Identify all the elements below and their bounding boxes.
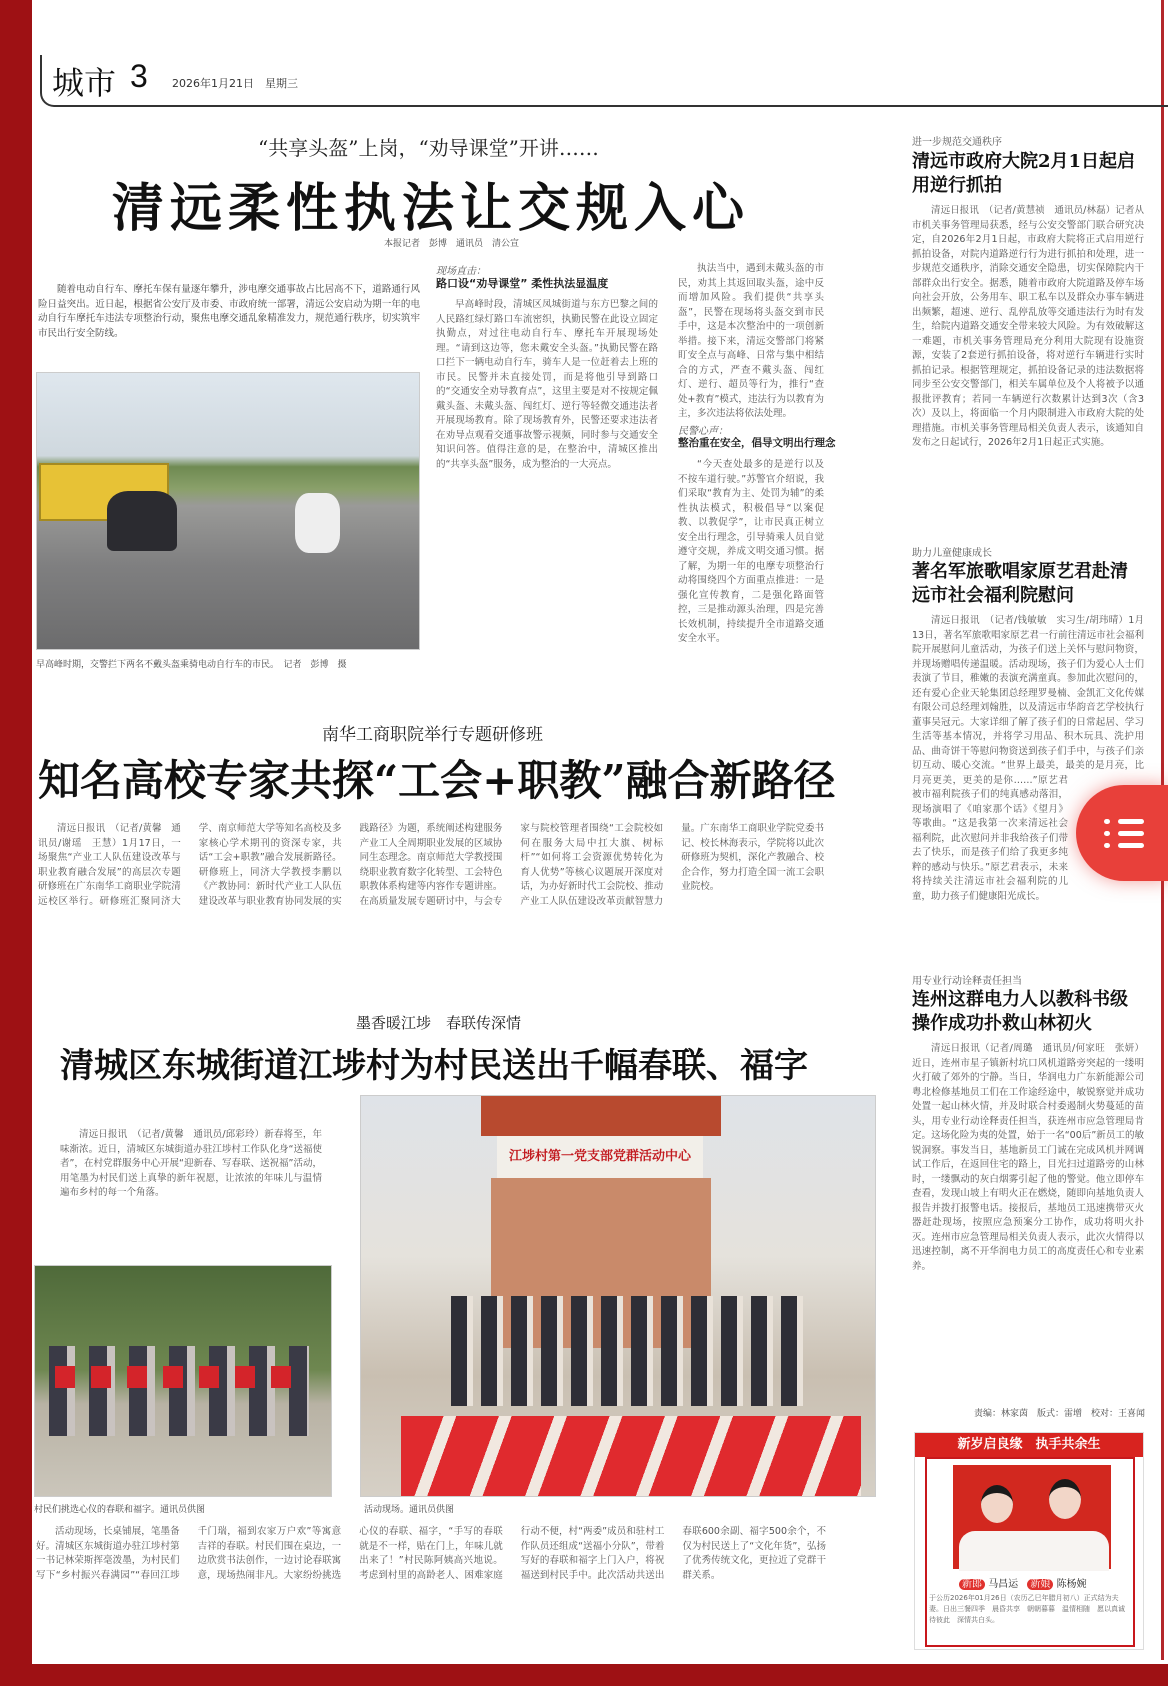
article1-headline[interactable]: 清远柔性执法让交规入心	[112, 178, 751, 239]
couplets-shape	[401, 1416, 861, 1496]
wedding-notice	[914, 1432, 1144, 1650]
article1-photo	[36, 372, 420, 650]
article3-kicker: 墨香暖江埗 春联传深情	[356, 1014, 522, 1032]
bride-name: 陈杨婉	[1056, 1579, 1087, 1590]
article1-byline: 本报记者 彭博 通讯员 清公宣	[384, 239, 520, 249]
article3-photo-event	[360, 1095, 876, 1497]
party-center-banner: 江埗村第一党支部党群活动中心	[497, 1136, 703, 1178]
article1-column3a: 执法当中，遇到未戴头盔的市民，劝其上其返回取头盔，途中反而增加风险。我们提供“共享头盔”，民警在现场将头盔交到市民手中，这是本次整治中的一项创新举措。接下来，清远交警部门将紧盯安全点与高峰、日常与集中相结合的方式，严查不戴头盔、闯红灯、逆行、超员等行为，推行“查处+教育”模式，违法行为以教育为主，多次违法将依法处理。	[678, 263, 824, 419]
couple-photo	[953, 1465, 1111, 1569]
villagers-shape	[49, 1346, 309, 1436]
wedding-text: 于公历2026年01月26日（农历乙巳年腊月初八）正式结为夫妻。日出三餐四季 晨昏共享 朝朝暮暮 温情相随 愿以真诚待彼此 深情共白头。	[929, 1594, 1125, 1624]
right-article2-headline[interactable]: 著名军旅歌唱家原艺君赴清远市社会福利院慰问	[912, 561, 1128, 606]
section1-title: 路口设“劝导课堂” 柔性执法显温度	[436, 277, 609, 290]
editor-credits: 责编：林家茵 版式：雷增 校对：王喜闻	[974, 1409, 1146, 1419]
right-article3-headline[interactable]: 连州这群电力人以教科书级操作成功扑救山林初火	[912, 989, 1128, 1034]
people-shape	[451, 1296, 811, 1406]
article1-lead: 随着电动自行车、摩托车保有量逐年攀升，涉电摩交通事故占比居高不下，道路通行风险日益突出。近日起，根据省公安厅及市委、市政府统一部署，清远公安启动为期一年的电动自行车摩托车违法专项整治行动，聚焦电摩交通乱象精准发力，规范通行秩序，切实筑牢市民出行安全防线。	[38, 284, 420, 339]
article2-headline[interactable]: 知名高校专家共探“工会+职教”融合新路径	[38, 756, 836, 805]
right-article2-kicker: 助力儿童健康成长	[912, 548, 992, 559]
right-article1-kicker: 进一步规范交通秩序	[912, 137, 1002, 148]
article2-body: 清远日报讯 （记者/黄馨 通讯员/谢瑶 王慧）1月17日，一场聚焦“产业工人队伍建设改革与职业教育融合发展”的高层次专题研修班在广东南华工商职业学院清远校区举行。研修班汇聚同济大学、南京师范大学等知名高校及多家核心学术期刊的资深专家，共话“工会+职教”融合发展新路径。研修班上，同济大学教授李鹏以《产教协同：新时代产业工人队伍建设改革与职业教育协同发展的实践路径》为题，系统阐述构建服务产业工人全周期职业发展的区域协同生态理念。南京师范大学教授围绕职业教育数字化转型、工会特色职教体系构建等内容作专题讲座。在高质量发展专题研讨中，与会专家与院校管理者围绕“工会院校如何在服务大局中扛大旗、树标杆”“如何将工会资源优势转化为育人优势”等核心议题展开深度对话，为办好新时代工会院校、推动产业工人队伍建设改革贡献智慧力量。广东南华工商职业学院党委书记、校长林海表示，学院将以此次研修班为契机，深化产教融合、校企合作，努力打造全国一流工会职业院校。	[38, 823, 824, 907]
groom-tag: 新郎	[959, 1579, 985, 1590]
right-article2-body: 清远日报讯 （记者/钱敏敏 实习生/胡玮晴）1月13日，著名军旅歌唱家原艺君一行前往清远市社会福利院开展慰问儿童活动，为孩子们送上关怀与慰问物资，并现场赠唱传递温暖。活动现场，孩子们为爱心人士们表演了节目，稚嫩的表演充满童真。参加此次慰问的，还有爱心企业天轮集团总经理罗曼楠、金凯汇文化传媒有限公司总经理刘翰胜，以及清远市华韵音艺学校执行董事吴冠元。大家详细了解了孩子们的日常起居、学习生活等基本情况，并将学习用品、积木玩具、洗护用品、曲奇饼干等慰问物资送到孩子们手中，与孩子们亲切互动、暖心交流。“世界上最美，最美的是月亮，比月亮更美，更美的是你……”原艺君被市福利院孩子们的纯真感动落泪，现场演唱了《咱家那个话》《望月》等歌曲。“这是我第一次来清远社会福利院，此次慰问并非我给孩子们带去了快乐，而是孩子们给了我更多纯粹的感动与快乐。”原艺君表示，未来将持续关注清远市社会福利院的儿童，助力孩子们健康阳光成长。	[912, 615, 1144, 902]
article1-column3b: “今天查处最多的是逆行以及不按车道行驶。”苏警官介绍说，我们采取“教育为主、处罚为辅”的柔性执法模式，积极倡导“以案促教、以教促学”，让市民真正树立安全出行理念，引导骑乘人员自觉遵守交规，养成文明交通习惯。据了解，为期一年的电摩专项整治行动将围绕四个方面重点推进：一是强化宣传教育，二是强化路面管控，三是推动源头治理，四是完善长效机制，持续提升全市道路交通安全水平。	[678, 459, 824, 644]
bride-tag: 新娘	[1027, 1579, 1053, 1590]
section-name: 城市	[52, 65, 117, 101]
article1-photo-caption: 早高峰时期，交警拦下两名不戴头盔乘骑电动自行车的市民。 记者 彭博 摄	[36, 660, 347, 670]
article3-lead: 清远日报讯 （记者/黄馨 通讯员/邱彩玲）新春将至，年味渐浓。近日，清城区东城街道办驻江埗村工作队化身“送福使者”，在村党群服务中心开展“迎新春、写春联、送祝福”活动，用笔墨为村民们送上真挚的新年祝愿，让浓浓的年味儿与温情遍布乡村的每一个角落。	[60, 1129, 322, 1198]
section2-kicker: 民警心声：	[678, 426, 728, 437]
wedding-notice-title: 新岁启良缘 执手共余生	[915, 1433, 1143, 1457]
article2-kicker: 南华工商职院举行专题研修班	[322, 725, 543, 745]
article3-caption-left: 村民们挑选心仪的春联和福字。通讯员供图	[34, 1505, 206, 1515]
article3-photo-villagers	[34, 1265, 332, 1497]
right-article3-body: 清远日报讯（记者/周璐 通讯员/何家旺 张妍）近日，连州市星子镇新村坑口风机道路旁突起的一缕明火打破了郊外的宁静。当日，华润电力广东新能源公司粤北检修基地员工们在工作途经途中，敏锐察觉并成功处置一起山林火情，并及时联合村委遏制火势蔓延的苗头，用专业行动诠释责任担当，获连州市应急管理局肯定。这场化险为夷的处置，始于一名“00后”新员工的敏锐洞察。事发当日，基地新员工门诚在完成风机并网调试工作后，在返回住宅的路上，目光扫过道路旁的山林时，一缕飘动的灰白烟雾引起了他的警觉。他立即停车查看，发现山坡上有明火正在燃烧，随即向基地负责人报告并拨打报警电话。接报后，基地员工迅速携带灭火器赶赴现场，按照应急预案分工协作，成功将明火扑灭。连州市应急管理局相关负责人表示，此次火情得以迅速控制，离不开华润电力员工的高度责任心和专业素养。	[912, 1043, 1144, 1272]
right-article1-body: 清远日报讯 （记者/黄慧祯 通讯员/林磊）记者从市机关事务管理局获悉，经与公安交警部门联合研究决定，自2026年2月1日起，市政府大院将正式启用逆行抓拍设备，对院内道路逆行行为进行抓拍和处理，进一步规范交通秩序，消除交通安全隐患，切实保障院内干部群众出行安全。据悉，随着市政府大院道路及停车场向社会开放，公务用车、职工私车以及群众办事车辆进出频繁，超速、逆行、乱停乱放等交通违法行为时有发生，给院内道路交通安全带来较大风险。为有效破解这一难题，市机关事务管理局充分利用大院现有设施资源，安装了2套逆行抓拍设备，将对逆行车辆进行实时抓拍记录。根据管理规定，抓拍设备记录的违法数据将同步至公安交警部门，相关车属单位及个人将被予以通报批评教育；若同一车辆逆行次数累计达到3次（含3次）及以上，将面临一个月内限制进入市政府大院的处理措施。市机关事务管理局相关负责人表示，该通知自发布之日起试行，2026年2月1日起正式实施。	[912, 205, 1144, 448]
article3-body: 活动现场，长桌铺展，笔墨备好。清城区东城街道办驻江埗村第一书记林荣斯挥毫泼墨，为村民们写下“乡村振兴春满园”“春回江埗千门瑞，福到农家万户欢”等寓意吉祥的春联。村民们围在桌边，一边欣赏书法创作，一边讨论春联寓意，现场热闹非凡。大家纷纷挑选心仪的春联、福字，“手写的春联就是不一样，贴在门上，年味儿就出来了！”村民陈阿姨高兴地说。考虑到村里的高龄老人、困难家庭行动不便，村“两委”成员和驻村工作队员还组成“送福小分队”，带着写好的春联和福字上门入户，将祝福送到村民手中。此次活动共送出春联600余副、福字500余个，不仅为村民送上了“文化年货”，弘扬了优秀传统文化，更拉近了党群干群关系。	[36, 1526, 826, 1581]
right-article1-headline[interactable]: 清远市政府大院2月1日起启用逆行抓拍	[912, 151, 1136, 196]
section2-title: 整治重在安全，倡导文明出行理念	[678, 437, 836, 449]
page-bottom-band	[0, 1664, 1168, 1686]
right-article3-kicker: 用专业行动诠释责任担当	[912, 976, 1022, 987]
roof-shape	[481, 1096, 721, 1136]
couple-names	[959, 1575, 1087, 1590]
page-number: 3	[130, 58, 148, 94]
groom-name: 马昌运	[988, 1579, 1019, 1590]
article1-kicker: “共享头盔”上岗，“劝导课堂”开讲……	[258, 136, 599, 160]
section1-kicker: 现场直击：	[436, 266, 486, 277]
fu-characters-shape	[55, 1366, 305, 1388]
white-shirts	[959, 1531, 1109, 1571]
page-left-border	[0, 0, 32, 1686]
floating-menu-button[interactable]	[1076, 785, 1168, 881]
groom-face	[1049, 1479, 1081, 1519]
article3-headline[interactable]: 清城区东城街道江埗村为村民送出千幅春联、福字	[60, 1046, 808, 1086]
scooter-shape	[295, 493, 340, 553]
article3-caption-right: 活动现场。通讯员供图	[364, 1505, 455, 1515]
bride-face	[981, 1485, 1013, 1523]
article1-column2: 早高峰时段，清城区凤城街道与东方巴黎之间的人民路红绿灯路口车流密织，执勤民警在此设立固定执勤点，对过往电动自行车、摩托车开展现场处理。“请到这边等，您未戴安全头盔。”执勤民警在路口拦下一辆电动自行车，骑车人是一位赶着去上班的市民。民警并未直接处罚，而是将他引导到路口的“交通安全劝导教育点”，这里主要是对不按规定佩戴头盔、未戴头盔、闯红灯、逆行等轻微交通违法者开展现场教育。除了现场教育外，民警还要求违法者在劝导点观看交通事故警示视频，同时参与交通安全知识问答。值得注意的是，在整治中，清城区推出的“共享头盔”服务，成为整治的一大亮点。	[436, 299, 658, 470]
rider-shape	[107, 491, 177, 551]
issue-date: 2026年1月21日 星期三	[172, 77, 298, 90]
